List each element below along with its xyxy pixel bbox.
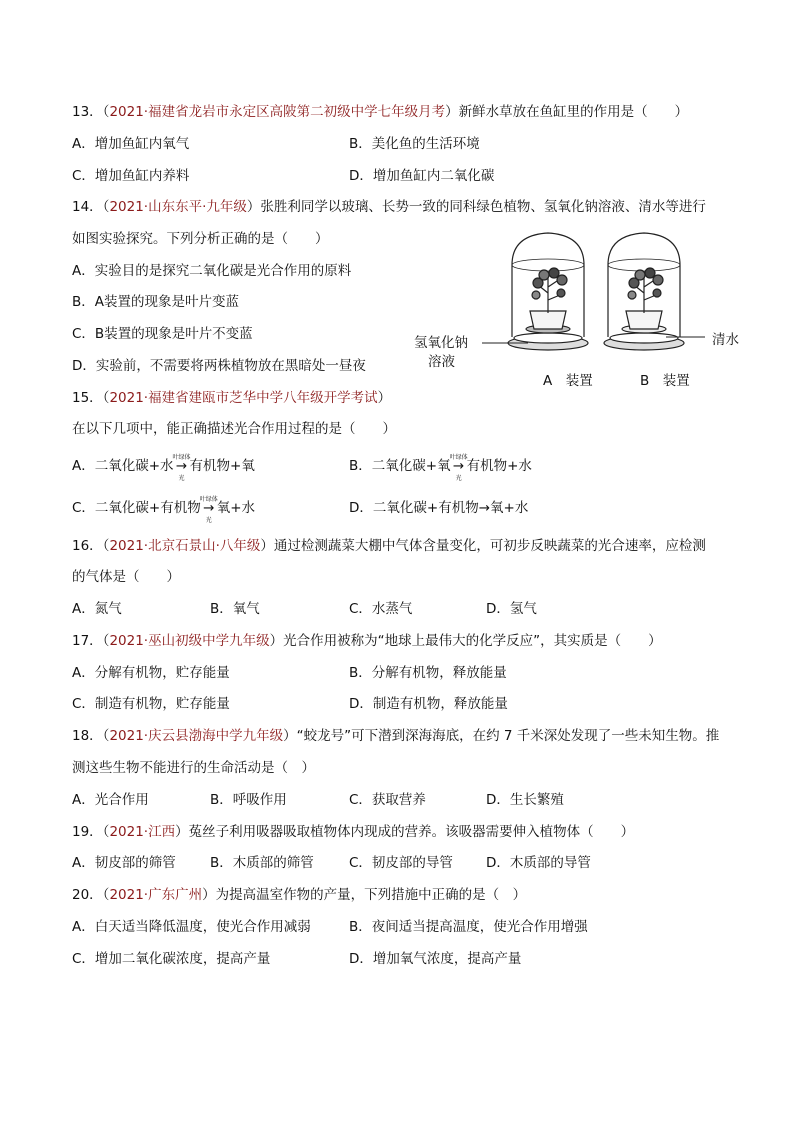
q20-option-c: C．增加二氧化碳浓度，提高产量: [72, 951, 271, 967]
question-14-source: 2021·山东东平·九年级: [109, 199, 247, 215]
q16-option-d: D．氢气: [486, 601, 537, 617]
q19-option-c: C．韧皮部的导管: [349, 855, 453, 871]
question-17-stem: 17．（2021·巫山初级中学九年级）光合作用被称为“地球上最伟大的化学反应”，其实质是（ ）: [72, 633, 662, 649]
q18-option-a: A．光合作用: [72, 792, 149, 808]
question-15-source: 2021·福建省建瓯市芝华中学八年级开学考试: [109, 390, 378, 406]
question-15-text: 在以下几项中，能正确描述光合作用过程的是（ ）: [72, 421, 396, 437]
reaction-arrow: 叶绿体 → 光: [172, 454, 191, 482]
q17-option-c: C．制造有机物，贮存能量: [72, 696, 230, 712]
question-14-stem-cont: 如图实验探究。下列分析正确的是（ ）: [72, 231, 329, 247]
q15-option-d: D．二氧化碳+有机物→氧+水: [349, 500, 529, 516]
q17-option-b: B．分解有机物，释放能量: [349, 665, 507, 681]
q18-option-d: D．生长繁殖: [486, 792, 564, 808]
device-b-label: B 装置: [640, 373, 690, 389]
question-16-stem-cont: 的气体是（ ）: [72, 569, 180, 585]
question-19-source: 2021·江西: [109, 824, 176, 840]
q14-option-c: C．B装置的现象是叶片不变蓝: [72, 326, 253, 342]
naoh-label-2: 溶液: [428, 354, 455, 370]
device-a-label: A 装置: [543, 373, 593, 389]
jar-a: [508, 233, 588, 350]
q16-option-a: A．氮气: [72, 601, 122, 617]
q14-option-a: A．实验目的是探究二氧化碳是光合作用的原料: [72, 263, 352, 279]
question-18-stem: 18．（2021·庆云县渤海中学九年级）“蛟龙号”可下潜到深海海底，在约 7 千米深处发现了一些未知生物。推: [72, 728, 720, 744]
q18-option-c: C．获取营养: [349, 792, 426, 808]
question-16-source: 2021·北京石景山·八年级: [109, 538, 261, 554]
question-18-source: 2021·庆云县渤海中学九年级: [109, 728, 284, 744]
question-19-stem: 19．（2021·江西）菟丝子利用吸器吸取植物体内现成的营养。该吸器需要伸入植物体（ ）: [72, 824, 635, 840]
q13-option-a: A．增加鱼缸内氧气: [72, 136, 190, 152]
q17-option-a: A．分解有机物，贮存能量: [72, 665, 230, 681]
question-18-stem-cont: 测这些生物不能进行的生命活动是（ ）: [72, 760, 315, 776]
q15-option-a: A．二氧化碳+水 叶绿体 → 光 有机物+氧: [72, 454, 255, 482]
q19-option-d: D．木质部的导管: [486, 855, 591, 871]
q20-option-b: B．夜间适当提高温度，使光合作用增强: [349, 919, 588, 935]
question-13-stem: 13．（2021·福建省龙岩市永定区高陂第二初级中学七年级月考）新鲜水草放在鱼缸里的作用是（ ）: [72, 104, 689, 120]
q13-option-b: B．美化鱼的生活环境: [349, 136, 480, 152]
question-14-stem: 14．（2021·山东东平·九年级）张胜利同学以玻璃、长势一致的同科绿色植物、氢氧化钠溶液、清水等进行: [72, 199, 706, 215]
q16-option-c: C．水蒸气: [349, 601, 413, 617]
q14-option-b: B．A装置的现象是叶片变蓝: [72, 294, 239, 310]
q19-option-b: B．木质部的筛管: [210, 855, 314, 871]
question-20-stem: 20．（2021·广东广州）为提高温室作物的产量，下列措施中正确的是（ ）: [72, 887, 527, 903]
question-20-source: 2021·广东广州: [109, 887, 203, 903]
q18-option-b: B．呼吸作用: [210, 792, 287, 808]
q20-option-d: D．增加氧气浓度，提高产量: [349, 951, 522, 967]
q17-option-d: D．制造有机物，释放能量: [349, 696, 508, 712]
bell-jar-experiment-figure: [480, 225, 710, 385]
question-17-source: 2021·巫山初级中学九年级: [109, 633, 270, 649]
water-label: 清水: [712, 332, 739, 348]
q13-option-d: D．增加鱼缸内二氧化碳: [349, 168, 495, 184]
question-16-stem: 16．（2021·北京石景山·八年级）通过检测蔬菜大棚中气体含量变化，可初步反映蔬菜的光合速率，应检测: [72, 538, 706, 554]
q19-option-a: A．韧皮部的筛管: [72, 855, 176, 871]
q14-option-d: D．实验前，不需要将两株植物放在黑暗处一昼夜: [72, 358, 366, 374]
question-15-stem: 15．（2021·福建省建瓯市芝华中学八年级开学考试）: [72, 390, 392, 406]
q15-option-c: C．二氧化碳+有机物 叶绿体 → 光 氧+水: [72, 496, 256, 524]
q15-option-b: B．二氧化碳+氧 叶绿体 → 光 有机物+水: [349, 454, 532, 482]
naoh-label: 氢氧化钠: [414, 335, 468, 351]
reaction-arrow: 叶绿体 → 光: [449, 454, 468, 482]
q13-option-c: C．增加鱼缸内养料: [72, 168, 190, 184]
q20-option-a: A．白天适当降低温度，使光合作用减弱: [72, 919, 311, 935]
reaction-arrow: 叶绿体 → 光: [199, 496, 218, 524]
jar-b: [604, 233, 684, 350]
q16-option-b: B．氧气: [210, 601, 260, 617]
question-13-source: 2021·福建省龙岩市永定区高陂第二初级中学七年级月考: [109, 104, 446, 120]
